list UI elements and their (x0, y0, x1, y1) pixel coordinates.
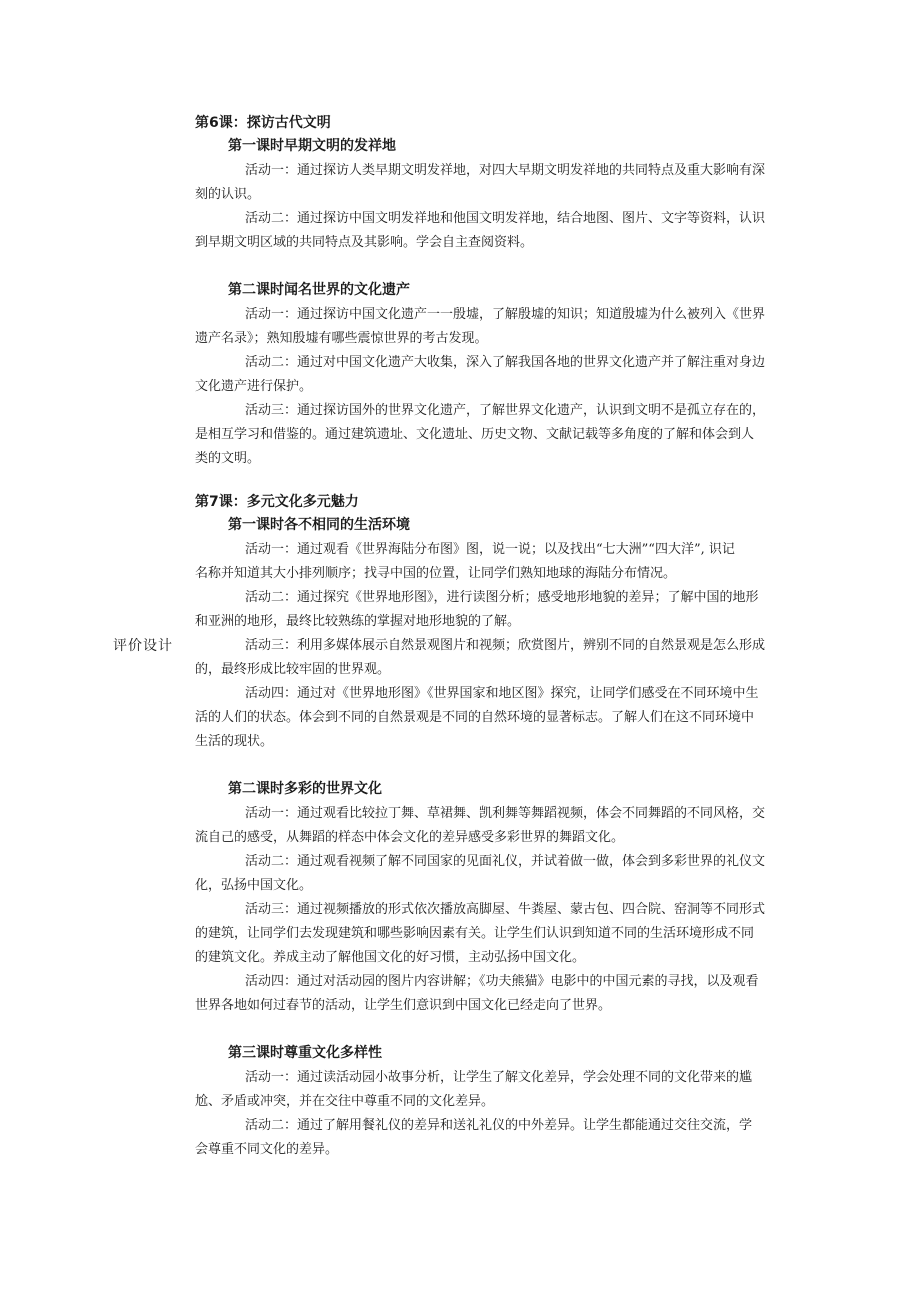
activity-paragraph (195, 970, 835, 1018)
activity-paragraph (195, 159, 835, 207)
period-block (195, 777, 835, 1018)
activity-line: 活动二：通过探究《世界地形图》，进行读图分析；感受地形地貌的差异；了解中国的地形 (245, 590, 759, 605)
activity-paragraph (195, 1114, 835, 1162)
activity-line: 活动二：通过了解用餐礼仪的差异和送礼礼仪的中外差异。让学生都能通过交往交流，学 (245, 1118, 753, 1133)
period-title: 第一课时各不相同的生活环境 (228, 517, 410, 533)
activity-line: 活动一：通过观看《世界海陆分布图》图，说一说；以及找出“七大洲”“四大洋”, 识记 (245, 542, 735, 557)
period-spacer (195, 255, 835, 278)
activity-paragraph (195, 682, 835, 754)
period-block (195, 134, 835, 255)
activity-line: 化，弘扬中国文化。 (195, 878, 313, 893)
period-title: 第二课时闻名世界的文化遗产 (228, 282, 410, 298)
period-spacer (195, 754, 835, 777)
period-spacer (195, 1018, 835, 1041)
document-content (195, 113, 835, 1162)
activity-line: 到早期文明区域的共同特点及其影响。学会自主查阅资料。 (195, 235, 534, 250)
activity-line: 活动一：通过探访人类早期文明发祥地，对四大早期文明发祥地的共同特点及重大影响有深 (245, 163, 766, 178)
activity-line: 活动四：通过对《世界地形图》《世界国家和地区图》探究，让同学们感受在不同环境中生 (245, 686, 759, 701)
activity-paragraph (195, 399, 835, 471)
period-block (195, 1041, 835, 1162)
activity-line: 的建筑，让同学们去发现建筑和哪些影响因素有关。让学生们认识到知道不同的生活环境形成不同 (195, 926, 755, 941)
activity-paragraph (195, 207, 835, 255)
activity-line: 的建筑文化。养成主动了解他国文化的好习惯，主动弘扬中国文化。 (195, 950, 586, 965)
activity-line: 活动二：通过对中国文化遗产大收集，深入了解我国各地的世界文化遗产并了解注重对身边 (245, 355, 766, 370)
period-block (195, 513, 835, 754)
evaluation-design-label: 评价设计 (113, 638, 173, 654)
activity-paragraph (195, 802, 835, 850)
activity-paragraph (195, 850, 835, 898)
lesson-title: 第7课：多元文化多元魅力 (195, 494, 359, 510)
activity-line: 名称并知道其大小排列顺序；找寻中国的位置，让同学们熟知地球的海陆分布情况。 (195, 566, 677, 581)
activity-paragraph (195, 586, 835, 634)
section-spacer (195, 471, 835, 492)
period-title: 第三课时尊重文化多样性 (228, 1045, 382, 1061)
activity-line: 会尊重不同文化的差异。 (195, 1142, 339, 1157)
activity-line: 遗产名录》；熟知殷墟有哪些震惊世界的考古发现。 (195, 331, 488, 346)
activity-line: 活动一：通过观看比较拉丁舞、草裙舞、凯利舞等舞蹈视频，体会不同舞蹈的不同风格，交 (245, 806, 766, 821)
activity-line: 和亚洲的地形，最终比较熟练的掌握对地形地貌的了解。 (195, 614, 521, 629)
activity-line: 刻的认识。 (195, 187, 261, 202)
activity-paragraph (195, 634, 835, 682)
activity-line: 的，最终形成比较牢固的世界观。 (195, 662, 391, 677)
activity-paragraph (195, 1066, 835, 1114)
activity-paragraph (195, 898, 835, 970)
lesson-title: 第6课：探访古代文明 (195, 115, 331, 131)
period-block (195, 278, 835, 471)
activity-line: 是相互学习和借鉴的。通过建筑遗址、文化遗址、历史文物、文献记载等多角度的了解和体会到人 (195, 427, 755, 442)
activity-paragraph (195, 303, 835, 351)
activity-line: 活动三：通过探访国外的世界文化遗产，了解世界文化遗产，认识到文明不是孤立存在的， (245, 403, 766, 418)
activity-line: 活动三：通过视频播放的形式依次播放高脚屋、牛粪屋、蒙古包、四合院、窑洞等不同形式 (245, 902, 766, 917)
activity-paragraph (195, 351, 835, 399)
activity-line: 活动四：通过对活动园的图片内容讲解；《功夫熊猫》电影中的中国元素的寻找，以及观看 (245, 974, 759, 989)
activity-line: 尬、矛盾或冲突，并在交往中尊重不同的文化差异。 (195, 1094, 495, 1109)
activity-line: 活动一：通过读活动园小故事分析，让学生了解文化差异，学会处理不同的文化带来的尴 (245, 1070, 753, 1085)
period-title: 第二课时多彩的世界文化 (228, 781, 382, 797)
activity-line: 活动二：通过观看视频了解不同国家的见面礼仪，并试着做一做，体会到多彩世界的礼仪文 (245, 854, 766, 869)
activity-line: 活动一：通过探访中国文化遗产一一殷墟，了解殷墟的知识；知道殷墟为什么被列入《世界 (245, 307, 766, 322)
period-title: 第一课时早期文明的发祥地 (228, 138, 396, 154)
activity-line: 世界各地如何过春节的活动，让学生们意识到中国文化已经走向了世界。 (195, 998, 612, 1013)
activity-line: 生活的现状。 (195, 734, 274, 749)
activity-line: 流自己的感受，从舞蹈的样态中体会文化的差异感受多彩世界的舞蹈文化。 (195, 830, 625, 845)
activity-line: 活动二：通过探访中国文明发祥地和他国文明发祥地，结合地图、图片、文字等资料，认识 (245, 211, 766, 226)
activity-line: 活的人们的状态。体会到不同的自然景观是不同的自然环境的显著标志。了解人们在这不同环境中 (195, 710, 755, 725)
activity-line: 类的文明。 (195, 451, 261, 466)
activity-line: 文化遗产进行保护。 (195, 379, 313, 394)
activity-line: 活动三：利用多媒体展示自然景观图片和视频；欣赏图片，辨别不同的自然景观是怎么形成 (245, 638, 766, 653)
activity-paragraph (195, 538, 835, 586)
